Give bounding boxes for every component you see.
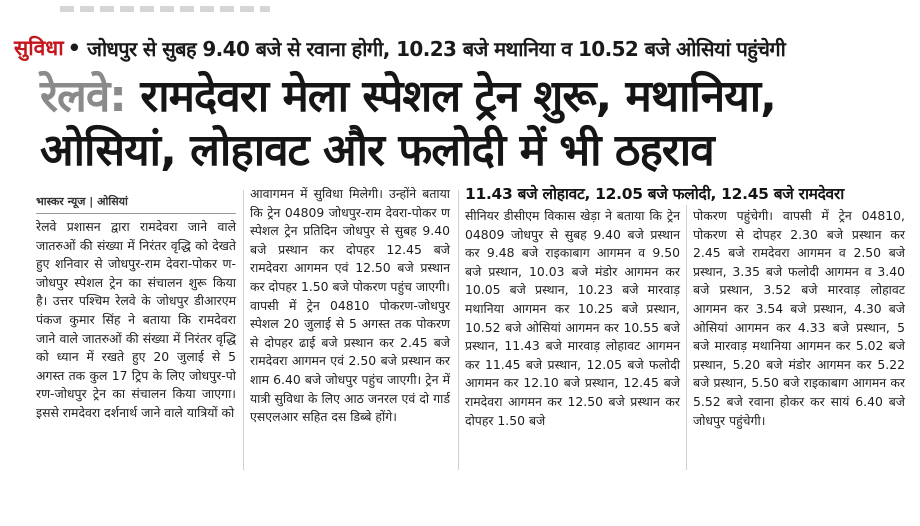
masthead-remnant [60,6,270,12]
column-divider [458,190,459,470]
article-column-2: आवागमन में सुविधा मिलेगी। उन्होंने बताया कि ट्रेन 04809 जोधपुर-राम देवरा-पोकर ण स्पेशल ट्रेन प्रतिदिन जोधपुर से सुबह 9.40 बजे प्रस्थान कर दोपहर 12.45 बजे रामदेवरा आगमन एवं 12.50 बजे प्रस्थान कर दोपहर 1.50 बजे पोकरण पहुंच जाएगी। वापसी में ट्रेन 04810 पोकरण-जोधपुर स्पेशल 20 जुलाई से 5 अगस्त तक पोकरण से दोपहर ढाई बजे प्रस्थान कर 2.45 बजे रामदेवरा आगमन एवं 2.50 बजे प्रस्थान कर शाम 6.40 बजे जोधपुर पहुंच जाएगी। ट्रेन में यात्री सुविधा के लिए आठ जनरल एवं दो गार्ड एसएलआर सहित दस डिब्बे होंगे। [250,186,450,425]
subheading: 11.43 बजे लोहावट, 12.05 बजे फलोदी, 12.45 बजे रामदेवरा [465,185,844,203]
article-column-4: पोकरण पहुंचेगी। वापसी में ट्रेन 04810, पोकरण से दोपहर 2.30 बजे प्रस्थान कर 2.45 बजे रामदेवरा आगमन व 2.50 बजे प्रस्थान, 3.35 बजे फलोदी आगमन व 3.40 बजे प्रस्थान, 3.52 बजे मारवाड़ लोहावट आगमन कर 3.54 बजे प्रस्थान, 4.30 बजे ओसियां आगमन कर 4.33 बजे प्रस्थान, 5 बजे मारवाड़ मथानिया आगमन कर 5.02 बजे प्रस्थान, 5.20 बजे मंडोर आगमन कर 5.22 बजे प्रस्थान, 5.50 बजे राइकाबाग आगमन कर 5.52 बजे रवाना होकर कर सायं 6.40 बजे जोधपुर पहुंचेगी। [693,208,905,428]
strap-bullet: • [67,36,82,60]
column-divider [243,190,244,470]
column-divider [686,205,687,470]
headline-line-2: ओसियां, लोहावट और फलोदी में भी ठहराव [40,125,714,176]
headline-line-1-text: रामदेवरा मेला स्पेशल ट्रेन शुरू, मथानिया, [140,71,776,122]
headline [40,70,910,178]
article-column-1: रेलवे प्रशासन द्वारा रामदेवरा जाने वाले जातरुओं की संख्या में निरंतर वृद्धि को देखते हुए शनिवार से जोधपुर-राम देवरा-पोकर ण-जोधपुर स्पेशल ट्रेन का संचालन शुरू किया है। उत्तर पश्चिम रेलवे के जोधपुर डीआरएम पंकज कुमार सिंह ने बताया कि रामदेवरा जाने वाले जातरुओं की संख्या में निरंतर वृद्धि को ध्यान में रखते हुए 20 जुलाई से 5 अगस्त तक कुल 17 ट्रिप के लिए जोधपुर-पो रण-जोधपुर ट्रेन का संचालन किया जाएगा। इससे रामदेवरा दर्शनार्थ जाने वाले यात्रियों को [36,219,236,420]
headline-kicker: रेलवे: [40,71,126,122]
dateline: भास्कर न्यूज | ओसियां [36,194,236,214]
headline-line-1 [40,70,910,124]
strap-text: जोधपुर से सुबह 9.40 बजे से रवाना होगी, 10.23 बजे मथानिया व 10.52 बजे ओसियां पहुंचेगी [87,36,786,61]
strap-line [14,30,914,66]
article-column-3: सीनियर डीसीएम विकास खेड़ा ने बताया कि ट्रेन 04809 जोधपुर से सुबह 9.40 बजे प्रस्थान कर 9.48 बजे राइकाबाग आगमन व 9.50 बजे प्रस्थान, 10.03 बजे मंडोर आगमन कर 10.05 बजे प्रस्थान, 10.23 बजे मारवाड़ मथानिया आगमन कर 10.25 बजे प्रस्थान, 10.52 बजे ओसियां आगमन कर 10.55 बजे प्रस्थान, 11.43 बजे मारवाड़ लोहावट आगमन कर 11.45 बजे प्रस्थान, 12.05 बजे फलोदी आगमन कर 12.10 बजे प्रस्थान, 12.45 बजे रामदेवरा आगमन कर 12.50 बजे प्रस्थान कर दोपहर 1.50 बजे [465,208,680,428]
strap-label: सुविधा [14,36,64,60]
